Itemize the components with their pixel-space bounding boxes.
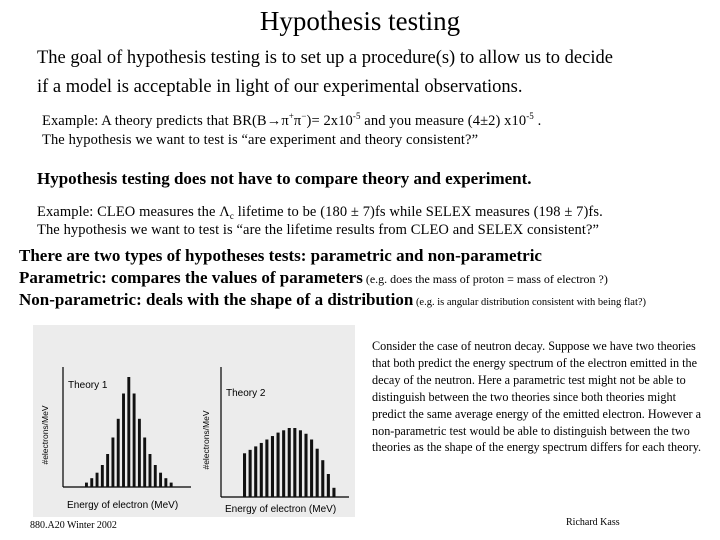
footer-course: 880.A20 Winter 2002 (30, 520, 117, 531)
example2-line-2: The hypothesis we want to test is “are the lifetime results from CLEO and SELEX consistent?” (37, 222, 600, 238)
theory1-xlabel: Energy of electron (MeV) (67, 500, 179, 511)
slide-title: Hypothesis testing (259, 6, 461, 36)
theory1-bar (164, 478, 167, 487)
theory1-label: Theory 1 (68, 380, 108, 391)
theory1-bar (149, 454, 152, 487)
theory2-ylabel: #electrons/MeV (201, 410, 211, 470)
goal-line-2: if a model is acceptable in light of our experimental observations. (37, 77, 523, 97)
theory2-bar (265, 440, 268, 498)
theory1-bar (111, 438, 114, 488)
statement-2: Hypothesis testing does not have to compare theory and experiment. (37, 169, 532, 188)
theory2-bar (288, 428, 291, 497)
theory2-bar (277, 433, 280, 497)
theory2-bar (316, 449, 319, 497)
spectrum-figure (33, 325, 355, 517)
theory1-bar (133, 394, 136, 488)
theory2-xlabel: Energy of electron (MeV) (225, 504, 337, 515)
theory1-bar (122, 394, 125, 488)
theory1-bar (90, 478, 93, 487)
theory1-bar (85, 483, 88, 487)
theory1-bar (101, 465, 104, 487)
example2-line-1: Example: CLEO measures the $\Lambda_c$ lifetime to be (180 ± 7)fs while SELEX measures (198 ± 7)fs. (37, 204, 603, 221)
theory2-label: Theory 2 (226, 388, 266, 399)
theory1-bar (96, 473, 99, 487)
theory1-bar (170, 483, 173, 487)
theory2-bar (254, 446, 257, 497)
theory2-bar (249, 450, 252, 497)
theory2-bar (282, 430, 285, 497)
theory2-bar (310, 440, 313, 498)
footer-author: Richard Kass (566, 517, 620, 528)
theory2-bar (293, 428, 296, 497)
theory1-bar (117, 419, 120, 487)
theory1-ylabel: #electrons/MeV (40, 405, 50, 465)
side-explanation: Consider the case of neutron decay. Suppose we have two theories that both predict the energy spectrum of the electron emitted in the decay of the neutron. Here a parametric test might not be able to distinguish between the two theories since both theories might predict the same average energy of the emitted electron. However a non-parametric test would be able to distinguish between the two theories as the shape of the energy spectrum differs for each theory. (372, 339, 702, 455)
theory1-bar (159, 473, 162, 487)
types-line: There are two types of hypotheses tests: parametric and non-parametric (19, 246, 542, 265)
theory2-bar (332, 488, 335, 497)
theory2-bar (260, 443, 263, 497)
example1-line-2: The hypothesis we want to test is “are experiment and theory consistent?” (42, 132, 479, 148)
theory1-bar (127, 377, 130, 487)
example1-line-1: Example: A theory predicts that $BR(B\to\pi^+\pi^-)= 2x10^{-5}$ and you measure (4±2) $x10^{-5}$ . (42, 111, 542, 129)
theory2-bar (327, 474, 330, 497)
theory1-bar (154, 465, 157, 487)
theory2-bar (299, 430, 302, 497)
theory2-bar (304, 434, 307, 497)
parametric-line: Parametric: compares the values of parameters (e.g. does the mass of proton = mass of electron ?) (19, 268, 608, 287)
theory1-bar (138, 419, 141, 487)
nonparametric-line: Non-parametric: deals with the shape of a distribution (e.g. is angular distribution consistent with being flat?) (19, 290, 647, 309)
theory1-bar (106, 454, 109, 487)
theory2-bar (271, 436, 274, 497)
spectrum-svg (33, 325, 355, 517)
theory2-bar (321, 460, 324, 497)
theory1-bar (143, 438, 146, 488)
goal-line-1: The goal of hypothesis testing is to set up a procedure(s) to allow us to decide (37, 48, 613, 68)
theory2-bar (243, 453, 246, 497)
